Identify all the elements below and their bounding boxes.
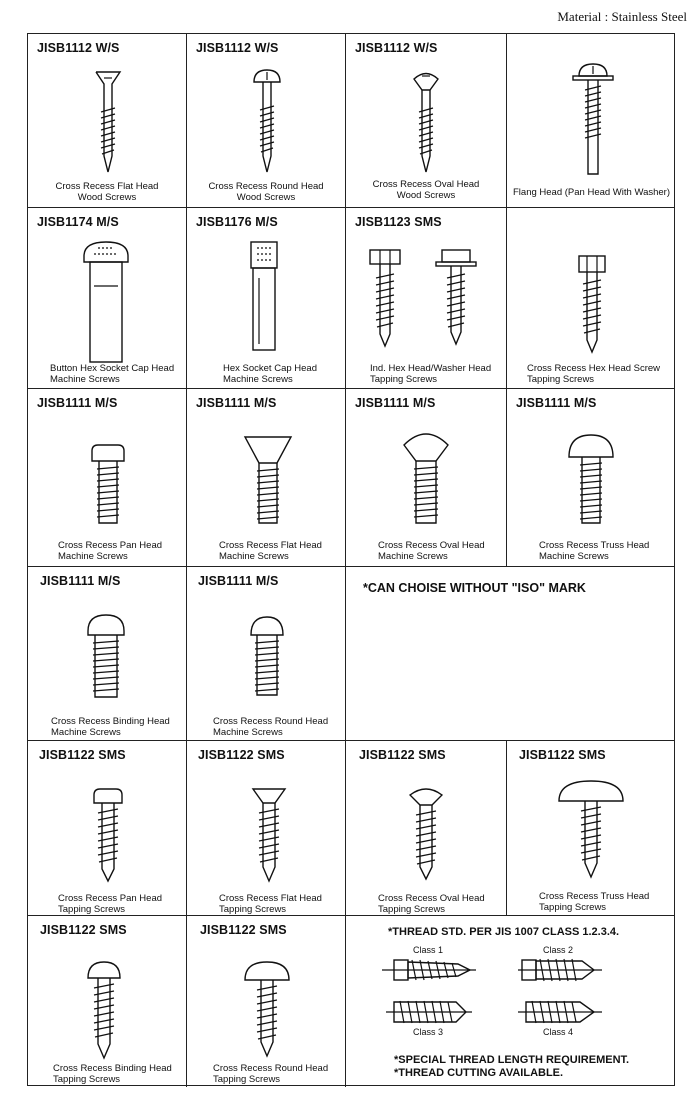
product-description: Cross Recess Binding Head Tapping Screws bbox=[53, 1063, 172, 1085]
product-code: JISB1112 W/S bbox=[196, 41, 279, 55]
cell-pan-head-tapping bbox=[28, 741, 186, 915]
product-description: Cross Recess Pan Head Tapping Screws bbox=[58, 893, 163, 915]
product-code: JISB1111 M/S bbox=[196, 396, 277, 410]
product-description: Cross Recess Round Head Wood Screws bbox=[208, 181, 324, 203]
product-description: Cross Recess Truss Head Machine Screws bbox=[539, 540, 650, 562]
product-code: JISB1122 SMS bbox=[359, 748, 446, 762]
product-description: Cross Recess Flat Head Machine Screws bbox=[219, 540, 322, 562]
product-code: JISB1111 M/S bbox=[37, 396, 118, 410]
product-description: Button Hex Socket Cap Head Machine Screws bbox=[50, 363, 175, 385]
pan-head-tapping-screw-icon bbox=[28, 741, 186, 916]
class-2-label: Class 2 bbox=[543, 945, 574, 955]
product-description: Cross Recess Pan Head Machine Screws bbox=[58, 540, 163, 562]
cell-oval-head-tapping bbox=[345, 741, 506, 915]
cell-round-head-machine bbox=[186, 567, 345, 740]
material-label: Material : Stainless Steel bbox=[557, 9, 687, 24]
hex-washer-head-tapping-screw-icon bbox=[346, 208, 506, 389]
product-description: Flang Head (Pan Head With Washer) bbox=[513, 187, 670, 198]
cell-truss-head-machine bbox=[506, 389, 676, 566]
row-binding-round-tapping bbox=[28, 915, 674, 1087]
cell-flat-head-tapping bbox=[186, 741, 345, 915]
hex-head-tapping-screw-icon bbox=[507, 208, 676, 389]
truss-head-tapping-screw-icon bbox=[507, 741, 676, 916]
cell-button-hex-socket-cap bbox=[28, 208, 186, 388]
product-code: JISB1122 SMS bbox=[198, 748, 285, 762]
class-1-label: Class 1 bbox=[413, 945, 444, 955]
cell-binding-head-machine bbox=[28, 567, 186, 740]
cell-pan-head-machine bbox=[28, 389, 186, 566]
cell-flange-head-screw bbox=[506, 34, 676, 207]
class-4-thread-icon bbox=[518, 1001, 602, 1023]
class-4-label: Class 4 bbox=[543, 1027, 574, 1037]
class-3-label: Class 3 bbox=[413, 1027, 444, 1037]
cell-hex-head-tapping bbox=[506, 208, 676, 388]
product-description: Hex Socket Cap Head Machine Screws bbox=[223, 363, 317, 385]
cell-flat-head-wood-screw bbox=[28, 34, 186, 207]
product-description: Cross Recess Flat Head Tapping Screws bbox=[219, 893, 322, 915]
row-wood-screws bbox=[28, 34, 674, 207]
product-code: JISB1111 M/S bbox=[355, 396, 436, 410]
row-socket-hex-screws bbox=[28, 207, 674, 388]
cell-hex-washer-tapping bbox=[345, 208, 506, 388]
thread-standard-title: *THREAD STD. PER JIS 1007 CLASS 1.2.3.4. bbox=[388, 926, 620, 938]
cell-truss-head-tapping bbox=[506, 741, 676, 915]
product-code: JISB1111 M/S bbox=[516, 396, 597, 410]
product-description: Ind. Hex Head/Washer Head Tapping Screws bbox=[370, 363, 492, 385]
product-description: Cross Recess Round Head Machine Screws bbox=[213, 716, 329, 738]
button-hex-socket-cap-screw-icon bbox=[28, 208, 186, 389]
thread-notes: *SPECIAL THREAD LENGTH REQUIREMENT. *THREAD CUTTING AVAILABLE. bbox=[394, 1054, 630, 1079]
cell-round-head-tapping bbox=[186, 916, 345, 1087]
product-code: JISB1111 M/S bbox=[40, 574, 121, 588]
product-description: Cross Recess Oval Head Tapping Screws bbox=[378, 893, 485, 915]
cell-oval-head-machine bbox=[345, 389, 506, 566]
product-code: JISB1122 SMS bbox=[39, 748, 126, 762]
product-description: Cross Recess Oval Head Machine Screws bbox=[378, 540, 485, 562]
hex-socket-cap-screw-icon bbox=[187, 208, 345, 389]
cell-note bbox=[345, 567, 676, 740]
product-code: JISB1122 SMS bbox=[40, 923, 127, 937]
product-code: JISB1122 SMS bbox=[519, 748, 606, 762]
cell-oval-head-wood-screw bbox=[345, 34, 506, 207]
cell-binding-head-tapping bbox=[28, 916, 186, 1087]
product-description: Cross Recess Hex Head Screw Tapping Screws bbox=[527, 363, 661, 385]
product-description: Cross Recess Round Head Tapping Screws bbox=[213, 1063, 329, 1085]
iso-mark-note: *CAN CHOISE WITHOUT "ISO" MARK bbox=[363, 581, 586, 595]
product-code: JISB1111 M/S bbox=[198, 574, 279, 588]
row-machine-screws bbox=[28, 388, 674, 566]
row-binding-round-machine bbox=[28, 566, 674, 740]
product-description: Cross Recess Truss Head Tapping Screws bbox=[539, 891, 650, 913]
class-1-thread-icon bbox=[382, 960, 476, 980]
product-description: Cross Recess Binding Head Machine Screws bbox=[51, 716, 170, 738]
class-3-thread-icon bbox=[386, 1001, 472, 1023]
product-code: JISB1112 W/S bbox=[355, 41, 438, 55]
cell-round-head-wood-screw bbox=[186, 34, 345, 207]
product-code: JISB1112 W/S bbox=[37, 41, 120, 55]
product-code: JISB1122 SMS bbox=[200, 923, 287, 937]
row-tapping-screws bbox=[28, 740, 674, 915]
class-2-thread-icon bbox=[518, 959, 602, 981]
cell-hex-socket-cap bbox=[186, 208, 345, 388]
product-code: JISB1176 M/S bbox=[196, 215, 278, 229]
flange-head-screw-icon bbox=[507, 34, 676, 207]
cell-flat-head-machine bbox=[186, 389, 345, 566]
product-grid bbox=[27, 33, 675, 1086]
product-code: JISB1174 M/S bbox=[37, 215, 119, 229]
round-head-machine-screw-icon bbox=[187, 567, 345, 741]
product-description: Cross Recess Flat Head Wood Screws bbox=[55, 181, 159, 203]
product-description: Cross Recess Oval Head Wood Screws bbox=[372, 179, 480, 201]
oval-head-tapping-screw-icon bbox=[346, 741, 506, 916]
product-code: JISB1123 SMS bbox=[355, 215, 442, 229]
binding-head-machine-screw-icon bbox=[28, 567, 186, 741]
flat-head-tapping-screw-icon bbox=[187, 741, 345, 916]
cell-thread-standard bbox=[345, 916, 676, 1087]
